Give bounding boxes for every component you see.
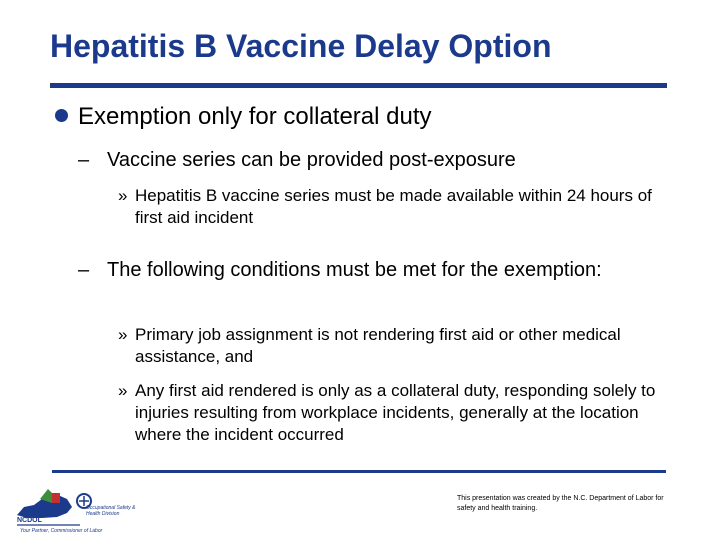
dash-marker: –: [78, 259, 90, 281]
raquo-marker: »: [118, 325, 128, 344]
bullet-level3-collateral-duty: [118, 380, 683, 446]
raquo-marker: »: [118, 186, 128, 205]
bullet-level1-text: Exemption only for collateral duty: [78, 103, 432, 130]
dash-marker: –: [78, 149, 90, 171]
title-underline: [50, 83, 667, 88]
logo-division-text: Occupational Safety & Health Division: [86, 505, 136, 517]
footer-rule: [52, 470, 666, 473]
bullet-level3-primary-job: [118, 324, 658, 368]
bullet-level3-text: Hepatitis B vaccine series must be made available within 24 hours of first aid incident: [135, 186, 652, 227]
raquo-marker: »: [118, 381, 128, 400]
bullet-level3-text: Primary job assignment is not rendering first aid or other medical assistance, and: [135, 325, 621, 366]
slide-title: Hepatitis B Vaccine Delay Option: [50, 28, 552, 64]
bullet-level1: [55, 103, 432, 131]
bullet-level2-post-exposure: [78, 148, 678, 173]
bullet-level2-text: Vaccine series can be provided post-exposure: [107, 149, 516, 171]
logo-text: NCDOL: [17, 517, 42, 524]
footer-credit: This presentation was created by the N.C. Department of Labor for safety and health training.: [457, 495, 664, 512]
bullet-level2-text: The following conditions must be met for the exemption:: [107, 259, 602, 281]
bullet-level3-24-hours: [118, 185, 678, 229]
bullet-level3-text: Any first aid rendered is only as a collateral duty, responding solely to injuries resulting from workplace incidents, generally at the location where the incident occurred: [135, 381, 656, 444]
bullet-dot-icon: [55, 109, 68, 122]
bullet-level2-conditions: [78, 258, 618, 283]
logo-sub-text: Your Partner, Commissioner of Labor: [20, 528, 103, 534]
